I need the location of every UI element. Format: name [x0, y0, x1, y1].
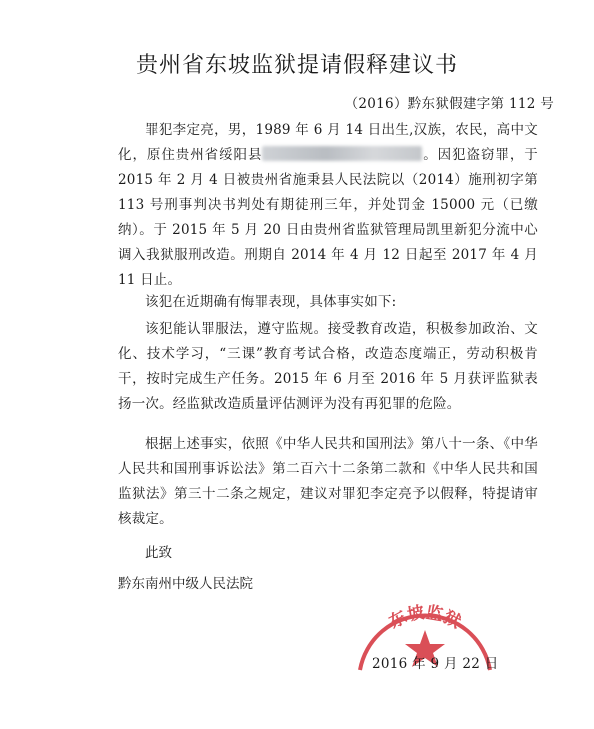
paragraph-criminal-info [118, 118, 538, 293]
redacted-address [262, 146, 422, 161]
paragraph-recommendation: 根据上述事实，依照《中华人民共和国刑法》第八十一条、《中华人民共和国刑事诉讼法》第二百六十二条第二款和《中华人民共和国监狱法》第三十二条之规定，建议对罪犯李定亮予以假释，特提请审核裁定。 [118, 436, 538, 527]
document-number: （2016）黔东狱假建字第 112 号 [344, 96, 554, 112]
paragraph-criminal-info-part1: 罪犯李定亮，男，1989 年 6 月 14 日出生,汉族，农民，高中文化，原住贵州省绥阳县 [118, 122, 538, 163]
paragraph-facts: 该犯能认罪服法，遵守监规。接受教育改造，积极参加政治、文化、技术学习，“三课”教育考试合格，改造态度端正，劳动积极肯干，按时完成生产任务。2015 年 6 月至 2016 年 5 月获评监狱表扬一次。经监狱改造质量评估测评为没有再犯罪的危险。 [118, 321, 538, 412]
paragraph-criminal-info-part2: 。因犯盗窃罪，于 2015 年 2 月 4 日被贵州省施秉县人民法院以（2014）施刑初字第 113 号刑事判决书判处有期徒刑三年，并处罚金 15000 元（已缴纳）。于 2015 年 5 月 20 日由贵州省监狱管理局凯里新犯分流中心调入我狱服刑改造。刑期自 2014 年 4 月 12 日起至 2017 年 4 月 11 日止。 [118, 147, 539, 288]
salutation: 此致 [145, 545, 172, 561]
document-date: 2016 年 9 月 22 日 [372, 656, 499, 672]
paragraph-remorse-intro: 该犯在近期确有悔罪表现，具体事实如下: [145, 294, 397, 310]
recipient-court: 黔东南州中级人民法院 [118, 576, 253, 592]
seal-text-path: 东坡监狱 [385, 602, 465, 633]
document-title: 贵州省东坡监狱提请假释建议书 [135, 53, 458, 78]
